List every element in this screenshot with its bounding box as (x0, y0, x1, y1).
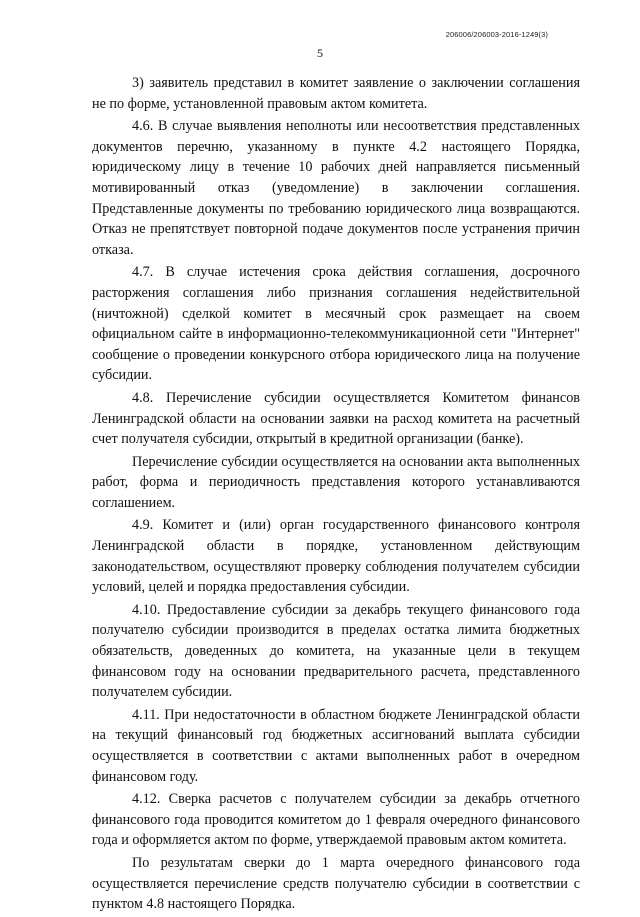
document-body (92, 73, 580, 917)
paragraph-4-7: 4.7. В случае истечения срока действия соглашения, досрочного расторжения соглашения либо признания соглашения недействительной (ничтожной) сделкой комитет в месячный срок размещает на своем официальном сайте в информационно-телекоммуникационной сети "Интернет" сообщение о проведении конкурсного отбора юридического лица на получение субсидии. (92, 264, 580, 384)
paragraph-4-8: 4.8. Перечисление субсидии осуществляется Комитетом финансов Ленинградской области на основании заявки на расход комитета на расчетный счет получателя субсидии, открытый в кредитной организации (банке). (92, 389, 580, 448)
page-number: 5 (317, 46, 323, 60)
paragraph-4-12-results: По результатам сверки до 1 марта очередного финансового года осуществляется перечисление средств получателю субсидии в соответствии с пунктом 4.8 настоящего Порядка. (92, 854, 580, 913)
paragraph-4-6: 4.6. В случае выявления неполноты или несоответствия представленных документов перечню, указанному в пункте 4.2 настоящего Порядка, юридическому лицу в течение 10 рабочих дней направляется письменный мотивированный отказ (уведомление) в заключении соглашения. Представленные документы по требованию юридического лица возвращаются. Отказ не препятствует повторной подаче документов после устранения причин отказа. (92, 118, 580, 258)
paragraph-4-12: 4.12. Сверка расчетов с получателем субсидии за декабрь отчетного финансового года проводится комитетом до 1 февраля очередного финансового года и оформляется актом по форме, утверждаемой правовым актом комитета. (92, 791, 580, 849)
paragraph-4-9: 4.9. Комитет и (или) орган государственного финансового контроля Ленинградской области в порядке, установленном действующим законодательством, осуществляют проверку соблюдения получателем субсидии условий, целей и порядка предоставления субсидии. (92, 517, 580, 596)
paragraph-4-8-transfer: Перечисление субсидии осуществляется на основании акта выполненных работ, форма и периодичность представления которого устанавливаются соглашением. (92, 453, 580, 511)
paragraph-4-10: 4.10. Предоставление субсидии за декабрь текущего финансового года получателю субсидии производится в пределах остатка лимита бюджетных обязательств, доведенных до комитета, на указанные цели в текущем финансовом году на основании предварительного расчета, представленного получателем субсидии. (92, 601, 580, 701)
paragraph-item-3: 3) заявитель представил в комитет заявление о заключении соглашения не по форме, установленной правовым актом комитета. (92, 75, 580, 112)
document-id: 206006/206003-2016-1249(3) (445, 30, 548, 39)
paragraph-4-11: 4.11. При недостаточности в областном бюджете Ленинградской области на текущий финансовый год бюджетных ассигнований выплата субсидии осуществляется в соответствии с актами выполненных работ в очередном финансовом году. (92, 706, 580, 785)
